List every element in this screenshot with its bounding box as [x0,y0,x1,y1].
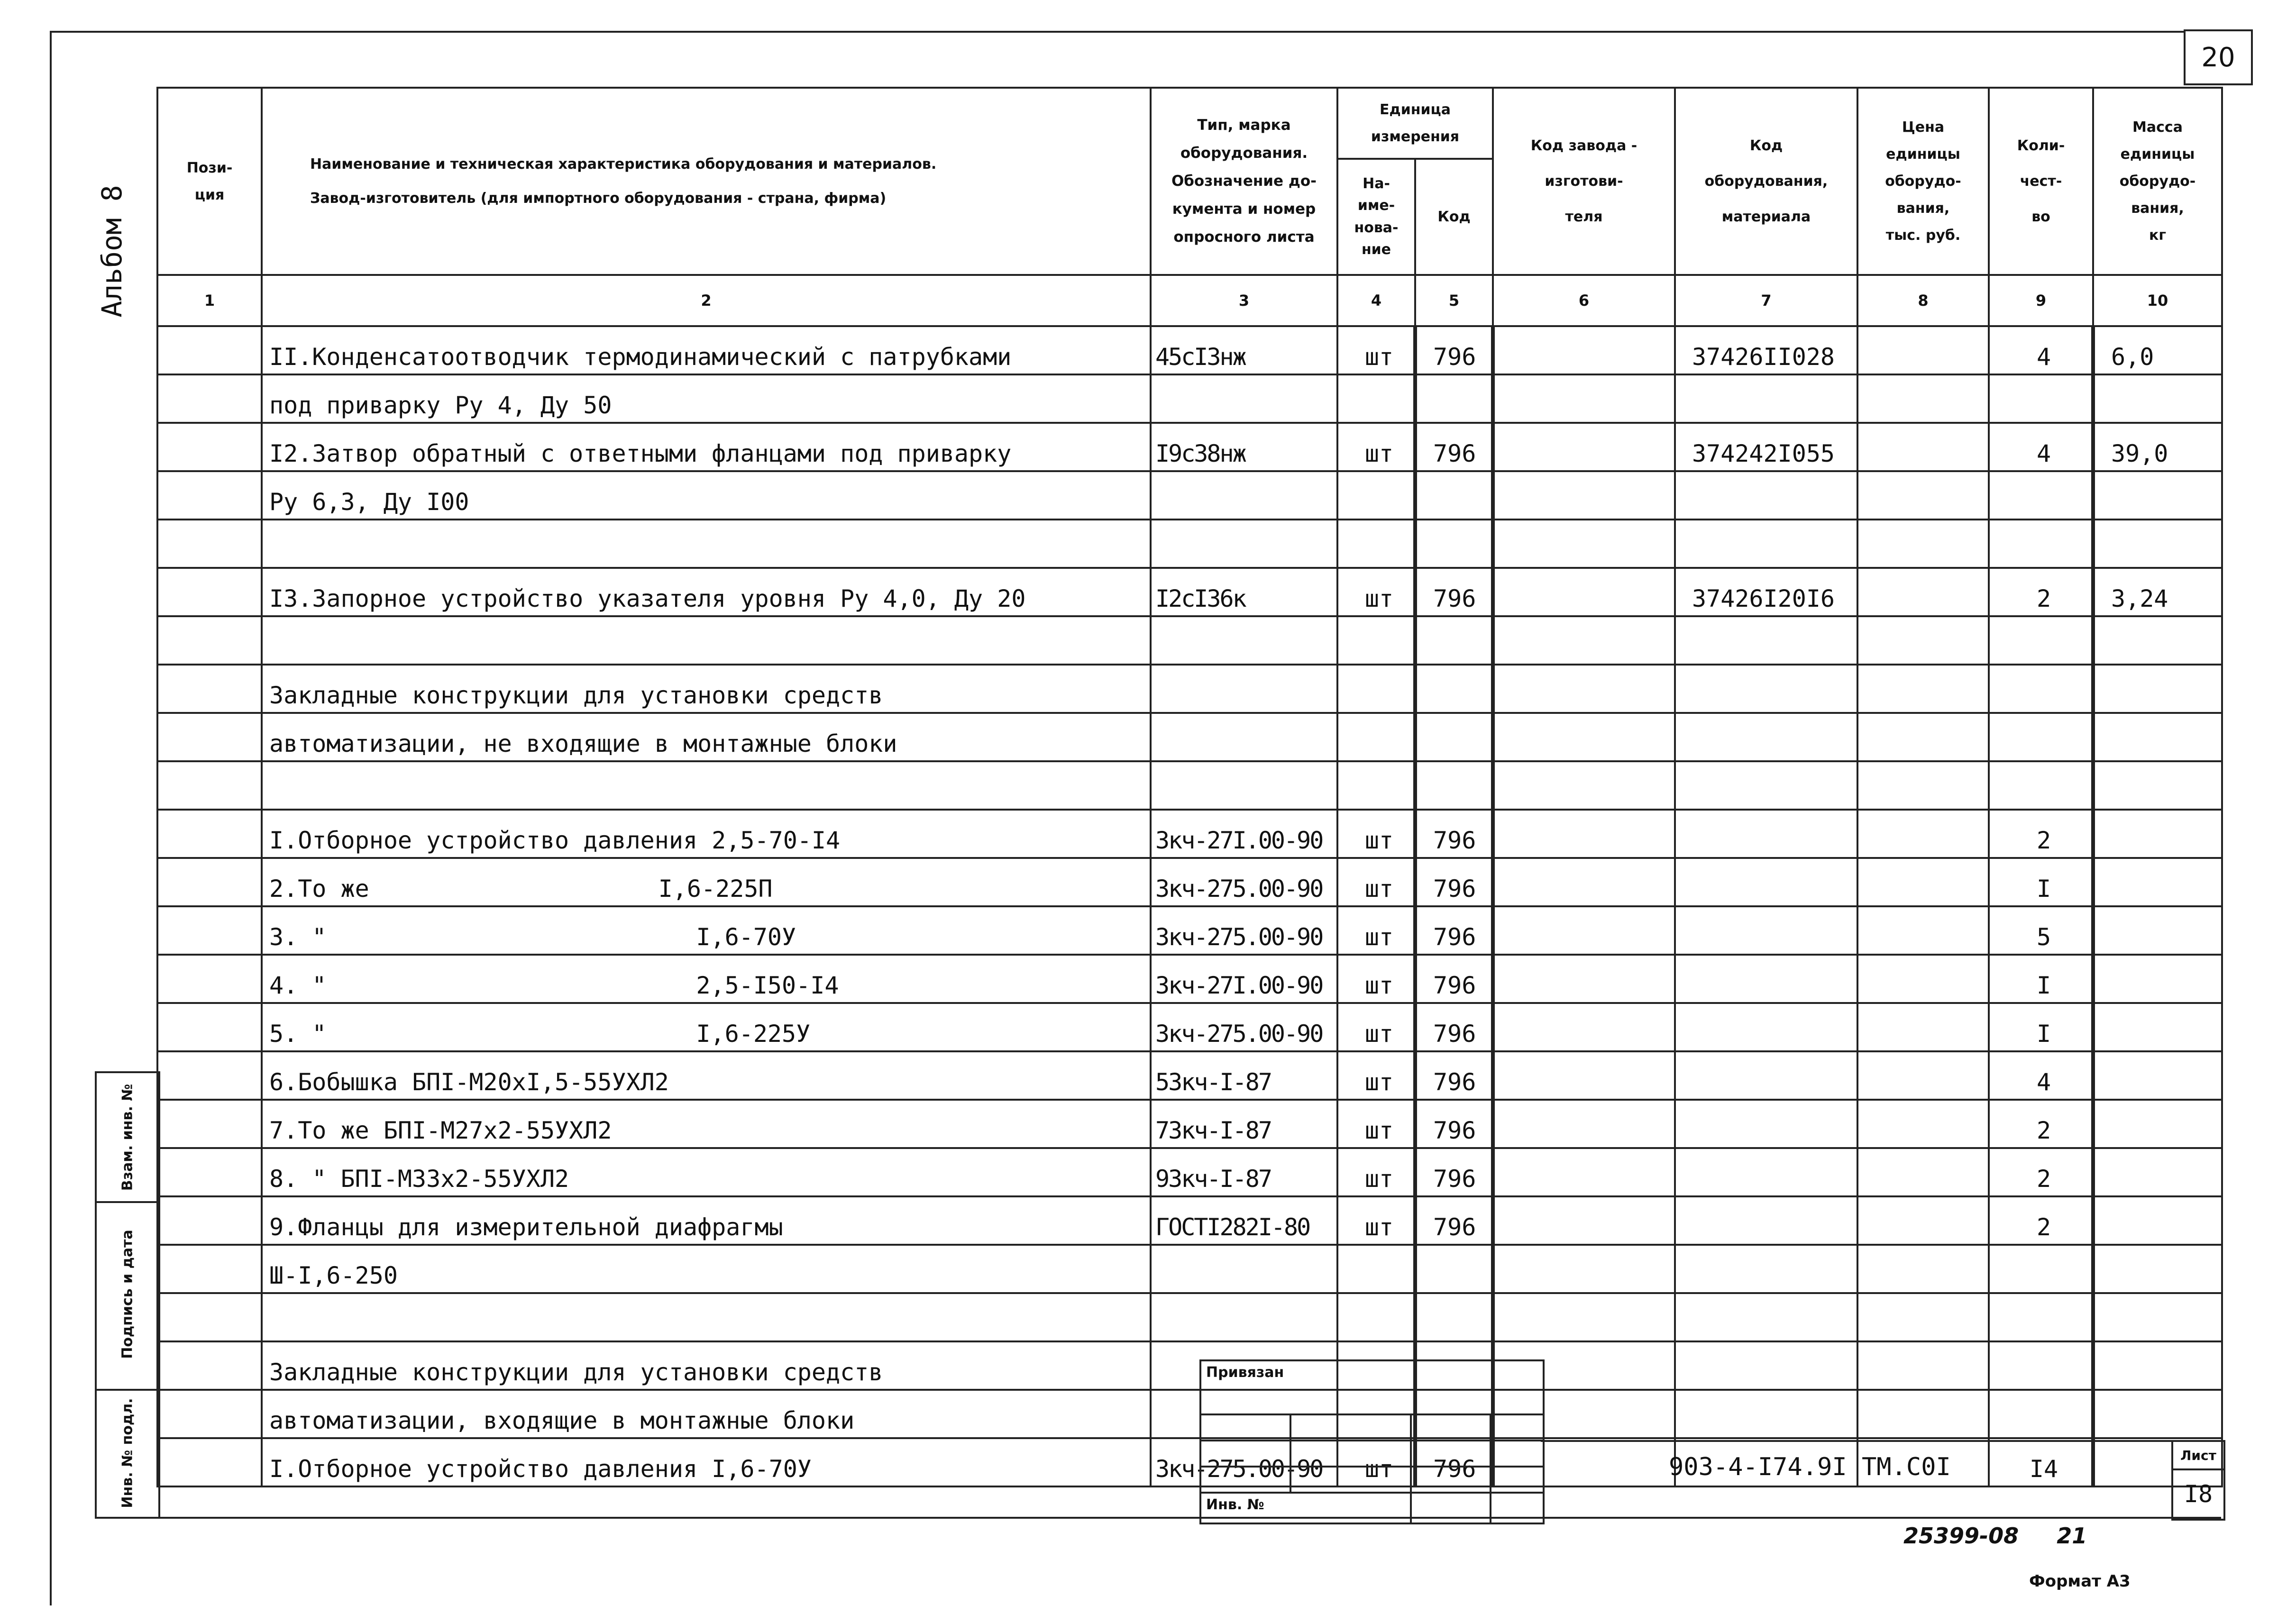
price-cell [1857,1100,1989,1148]
price-cell [1857,1003,1989,1051]
item-name: 6.Бобышка БПI-М20хI,5-55УХЛ2 [269,1068,669,1096]
type-cell [1151,761,1337,810]
equipment-code-cell [1675,955,1857,1003]
name-cell [262,1100,1151,1148]
header-unit-group: Единица измерения [1337,88,1493,159]
item-name: Ш-I,6-250 [269,1262,398,1289]
column-number: 4 [1337,275,1415,326]
quantity-cell [1989,616,2093,665]
unit-code-cell: 796 [1415,858,1493,906]
price-cell [1857,520,1989,568]
header-unit-code: Код [1415,159,1493,275]
plant-code-cell [1493,1051,1675,1100]
item-name: I.Отборное устройство давления 2,5-70-I4 [269,827,841,854]
mass-cell [2093,1196,2222,1245]
equipment-code-cell [1675,520,1857,568]
header-plant-code: Код завода - изготови- теля [1493,88,1675,275]
equipment-code-cell [1675,810,1857,858]
unit-code-cell: 796 [1415,423,1493,471]
position-cell [157,1003,262,1051]
equipment-code-cell [1675,1051,1857,1100]
unit-name-cell: шт [1337,906,1415,955]
type-cell: 3кч-275.00-90 [1151,1438,1337,1486]
quantity-cell: 2 [1989,1148,2093,1196]
price-cell [1857,1148,1989,1196]
unit-code-cell [1415,616,1493,665]
name-cell [262,858,1151,906]
quantity-cell: I4 [1989,1438,2093,1486]
type-cell: 3кч-27I.00-90 [1151,955,1337,1003]
quantity-cell: 2 [1989,568,2093,616]
unit-name-cell [1337,471,1415,520]
mass-cell: 3,24 [2093,568,2222,616]
position-cell [157,906,262,955]
price-cell [1857,423,1989,471]
unit-name-cell [1337,1245,1415,1293]
position-cell [157,761,262,810]
archive-number: 25399-08 21 [1903,1523,2087,1549]
table-row [157,955,2222,1003]
unit-code-cell: 796 [1415,326,1493,374]
type-cell [1151,713,1337,761]
side-stamp-inventory: Инв. № подл. [95,1389,160,1519]
plant-code-cell [1493,423,1675,471]
equipment-code-cell [1675,1196,1857,1245]
name-cell [262,1148,1151,1196]
name-cell [262,520,1151,568]
quantity-cell: I [1989,1003,2093,1051]
name-cell [262,423,1151,471]
name-cell [262,1293,1151,1341]
item-name: 3. " [269,923,327,951]
sheet-box [2171,1440,2225,1521]
price-cell [1857,955,1989,1003]
table-row [157,616,2222,665]
position-cell [157,471,262,520]
type-cell [1151,374,1337,423]
album-label: Альбом 8 [96,185,128,318]
header-price: Цена единицы оборудо- вания, тыс. руб. [1857,88,1989,275]
column-number: 1 [157,275,262,326]
position-cell [157,955,262,1003]
price-cell [1857,906,1989,955]
header-type: Тип, марка оборудования. Обозначение до- кумента и номер опросного листа [1151,88,1337,275]
header-name: Наименование и техническая характеристика оборудования и материалов. Завод-изготовитель (для импортного оборудования - страна, фирма) [262,88,1151,275]
item-name-designation: I,6-70У [696,923,796,951]
quantity-cell: I [1989,858,2093,906]
type-cell: 3кч-27I.00-90 [1151,810,1337,858]
equipment-code-cell [1675,906,1857,955]
table-row [157,471,2222,520]
item-name: I.Отборное устройство давления I,6-70У [269,1455,812,1483]
mass-cell [2093,955,2222,1003]
unit-name-cell [1337,374,1415,423]
price-cell [1857,616,1989,665]
type-cell: 53кч-I-87 [1151,1051,1337,1100]
mass-cell [2093,665,2222,713]
item-name: I3.Запорное устройство указателя уровня Ру 4,0, Ду 20 [269,585,1026,612]
type-cell [1151,471,1337,520]
plant-code-cell [1493,665,1675,713]
mass-cell: 39,0 [2093,423,2222,471]
mass-cell [2093,1245,2222,1293]
price-cell [1857,665,1989,713]
table-row [157,1003,2222,1051]
quantity-cell: 2 [1989,810,2093,858]
name-cell [262,568,1151,616]
mass-cell [2093,1003,2222,1051]
equipment-code-cell [1675,858,1857,906]
unit-code-cell [1415,761,1493,810]
side-stamp-replacement: Взам. инв. № [95,1071,160,1203]
table-row [157,1100,2222,1148]
unit-name-cell [1337,761,1415,810]
mass-cell [2093,761,2222,810]
name-cell [262,761,1151,810]
mass-cell: 6,0 [2093,326,2222,374]
column-number: 9 [1989,275,2093,326]
price-cell [1857,1293,1989,1341]
title-block-line [1541,1440,2221,1442]
format-label: Формат А3 [2029,1572,2131,1591]
table-row [157,326,2222,374]
plant-code-cell [1493,906,1675,955]
position-cell [157,1293,262,1341]
mass-cell [2093,616,2222,665]
name-cell [262,810,1151,858]
table-row [157,423,2222,471]
plant-code-cell [1493,1148,1675,1196]
quantity-cell [1989,761,2093,810]
equipment-code-cell: 374242I055 [1675,423,1857,471]
unit-name-cell: шт [1337,955,1415,1003]
header-quantity: Коли- чест- во [1989,88,2093,275]
equipment-code-cell [1675,713,1857,761]
plant-code-cell [1493,520,1675,568]
item-name: автоматизации, не входящие в монтажные блоки [269,730,897,757]
header-mass: Масса единицы оборудо- вания, кг [2093,88,2222,275]
column-number: 6 [1493,275,1675,326]
column-number: 10 [2093,275,2222,326]
unit-name-cell: шт [1337,1438,1415,1486]
unit-name-cell: шт [1337,1196,1415,1245]
quantity-cell: 5 [1989,906,2093,955]
unit-name-cell [1337,616,1415,665]
plant-code-cell [1493,858,1675,906]
side-stamp-signature: Подпись и дата [95,1199,160,1391]
table-row [157,1148,2222,1196]
equipment-code-cell: 37426II028 [1675,326,1857,374]
type-cell: 3кч-275.00-90 [1151,858,1337,906]
unit-name-cell: шт [1337,1148,1415,1196]
unit-code-cell: 796 [1415,810,1493,858]
quantity-cell: 4 [1989,423,2093,471]
type-cell: 93кч-I-87 [1151,1148,1337,1196]
item-name: под приварку Ру 4, Ду 50 [269,392,612,419]
mass-cell [2093,906,2222,955]
price-cell [1857,374,1989,423]
item-name: автоматизации, входящие в монтажные блоки [269,1407,855,1434]
sheet-top-number: 20 [2184,29,2253,85]
price-cell [1857,471,1989,520]
quantity-cell [1989,374,2093,423]
unit-name-cell [1337,1293,1415,1341]
unit-name-cell: шт [1337,1051,1415,1100]
table-row [157,520,2222,568]
plant-code-cell [1493,616,1675,665]
quantity-cell: 4 [1989,326,2093,374]
type-cell: 73кч-I-87 [1151,1100,1337,1148]
quantity-cell [1989,1293,2093,1341]
unit-name-cell: шт [1337,1003,1415,1051]
type-cell [1151,665,1337,713]
column-number: 7 [1675,275,1857,326]
table-row [157,1245,2222,1293]
table-row [157,1196,2222,1245]
unit-name-cell: шт [1337,326,1415,374]
unit-code-cell: 796 [1415,1196,1493,1245]
table-row [157,1293,2222,1341]
binding-label: Привязан [1206,1364,1284,1381]
mass-cell [2093,1051,2222,1100]
item-name: Закладные конструкции для установки средств [269,1359,883,1386]
equipment-code-cell [1675,1245,1857,1293]
unit-name-cell [1337,520,1415,568]
unit-name-cell [1337,713,1415,761]
item-name: Ру 6,3, Ду I00 [269,488,469,516]
mass-cell [2093,1100,2222,1148]
mass-cell [2093,1293,2222,1341]
price-cell [1857,1196,1989,1245]
item-name: 9.Фланцы для измерительной диафрагмы [269,1213,783,1241]
price-cell [1857,1245,1989,1293]
plant-code-cell [1493,326,1675,374]
position-cell [157,374,262,423]
item-name: 7.То же БПI-М27х2-55УХЛ2 [269,1117,612,1144]
quantity-cell [1989,665,2093,713]
quantity-cell: 2 [1989,1100,2093,1148]
table-row [157,906,2222,955]
equipment-code-cell [1675,761,1857,810]
unit-code-cell [1415,665,1493,713]
quantity-cell: 2 [1989,1196,2093,1245]
unit-code-cell: 796 [1415,1148,1493,1196]
position-cell [157,1100,262,1148]
unit-code-cell: 796 [1415,955,1493,1003]
type-cell [1151,1293,1337,1341]
unit-code-cell [1415,520,1493,568]
unit-name-cell: шт [1337,1100,1415,1148]
unit-code-cell [1415,374,1493,423]
column-number: 3 [1151,275,1337,326]
item-name: 5. " [269,1020,327,1048]
unit-code-cell: 796 [1415,1438,1493,1486]
name-cell [262,1003,1151,1051]
plant-code-cell [1493,955,1675,1003]
equipment-code-cell [1675,665,1857,713]
unit-code-cell [1415,1293,1493,1341]
mass-cell [2093,713,2222,761]
price-cell [1857,810,1989,858]
equipment-code-cell [1675,471,1857,520]
unit-code-cell: 796 [1415,1051,1493,1100]
unit-name-cell [1337,665,1415,713]
item-name-designation: 2,5-I50-I4 [696,972,839,999]
unit-name-cell: шт [1337,810,1415,858]
table-row [157,665,2222,713]
position-cell [157,713,262,761]
sheet-label: Лист [2173,1442,2223,1470]
plant-code-cell [1493,1196,1675,1245]
type-cell [1151,520,1337,568]
inventory-number-label: Инв. № [1206,1496,1264,1513]
equipment-code-cell [1675,616,1857,665]
type-cell: 45сI3нж [1151,326,1337,374]
item-name: 8. " БПI-М33х2-55УХЛ2 [269,1165,569,1193]
position-cell [157,810,262,858]
unit-code-cell [1415,713,1493,761]
plant-code-cell [1493,471,1675,520]
name-cell [262,1051,1151,1100]
mass-cell [2093,471,2222,520]
mass-cell [2093,1148,2222,1196]
item-name: I2.Затвор обратный с ответными фланцами под приварку [269,440,1012,467]
plant-code-cell [1493,1293,1675,1341]
mass-cell [2093,520,2222,568]
name-cell [262,906,1151,955]
unit-code-cell: 796 [1415,1003,1493,1051]
item-name: Закладные конструкции для установки средств [269,682,883,709]
name-cell [262,665,1151,713]
sheet-value: I8 [2184,1480,2213,1508]
position-cell [157,1148,262,1196]
type-cell: 3кч-275.00-90 [1151,1003,1337,1051]
header-equipment-code: Код оборудования, материала [1675,88,1857,275]
name-cell [262,471,1151,520]
quantity-cell [1989,520,2093,568]
table-row [157,568,2222,616]
mass-cell [2093,810,2222,858]
equipment-code-cell [1675,374,1857,423]
quantity-cell: 4 [1989,1051,2093,1100]
plant-code-cell [1493,1245,1675,1293]
item-name: 2.То же [269,875,369,903]
quantity-cell [1989,471,2093,520]
plant-code-cell [1493,568,1675,616]
price-cell [1857,1051,1989,1100]
price-cell [1857,326,1989,374]
type-cell: I2сI36к [1151,568,1337,616]
table-row [157,858,2222,906]
unit-name-cell: шт [1337,568,1415,616]
type-cell [1151,616,1337,665]
name-cell [262,374,1151,423]
quantity-cell: I [1989,955,2093,1003]
column-number: 5 [1415,275,1493,326]
plant-code-cell [1493,810,1675,858]
item-name-designation: I,6-225П [658,875,773,903]
type-cell: I9с38нж [1151,423,1337,471]
item-name-designation: I,6-225У [696,1020,811,1048]
table-row [157,810,2222,858]
position-cell [157,1245,262,1293]
plant-code-cell [1493,761,1675,810]
plant-code-cell [1493,1100,1675,1148]
equipment-code-cell [1675,1003,1857,1051]
price-cell [1857,761,1989,810]
position-cell [157,520,262,568]
table-row [157,1051,2222,1100]
name-cell [262,1196,1151,1245]
item-name: 4. " [269,972,327,999]
position-cell [157,568,262,616]
document-code: 903-4-I74.9I ТМ.С0I [1669,1453,1951,1481]
equipment-code-cell [1675,1100,1857,1148]
binding-stamp [1199,1359,1545,1524]
position-cell [157,423,262,471]
position-cell [157,326,262,374]
quantity-cell [1989,713,2093,761]
position-cell [157,858,262,906]
header-unit-name: На- име- нова- ние [1337,159,1415,275]
price-cell [1857,713,1989,761]
item-name: II.Конденсатоотводчик термодинамический с патрубками [269,343,1012,371]
price-cell [1857,568,1989,616]
name-cell [262,326,1151,374]
type-cell: ГОСТI282I-80 [1151,1196,1337,1245]
plant-code-cell [1493,374,1675,423]
unit-name-cell: шт [1337,858,1415,906]
mass-cell [2093,858,2222,906]
quantity-cell [1989,1245,2093,1293]
name-cell [262,1245,1151,1293]
plant-code-cell [1493,1003,1675,1051]
position-cell [157,665,262,713]
mass-cell [2093,374,2222,423]
name-cell [262,713,1151,761]
name-cell [262,616,1151,665]
position-cell [157,1196,262,1245]
unit-code-cell: 796 [1415,906,1493,955]
title-block-baseline [156,1336,2221,1519]
plant-code-cell [1493,713,1675,761]
type-cell [1151,1245,1337,1293]
price-cell [1857,858,1989,906]
specification-table [156,87,2223,1487]
table-row [157,761,2222,810]
equipment-code-cell: 37426I20I6 [1675,568,1857,616]
position-cell [157,616,262,665]
position-cell [157,1051,262,1100]
equipment-code-cell [1675,1293,1857,1341]
header-position: Пози- ция [157,88,262,275]
equipment-code-cell [1675,1148,1857,1196]
unit-code-cell: 796 [1415,568,1493,616]
name-cell [262,955,1151,1003]
unit-name-cell: шт [1337,423,1415,471]
column-number: 2 [262,275,1151,326]
unit-code-cell [1415,471,1493,520]
table-row [157,374,2222,423]
unit-code-cell: 796 [1415,1100,1493,1148]
type-cell: 3кч-275.00-90 [1151,906,1337,955]
column-number: 8 [1857,275,1989,326]
table-row [157,713,2222,761]
unit-code-cell [1415,1245,1493,1293]
